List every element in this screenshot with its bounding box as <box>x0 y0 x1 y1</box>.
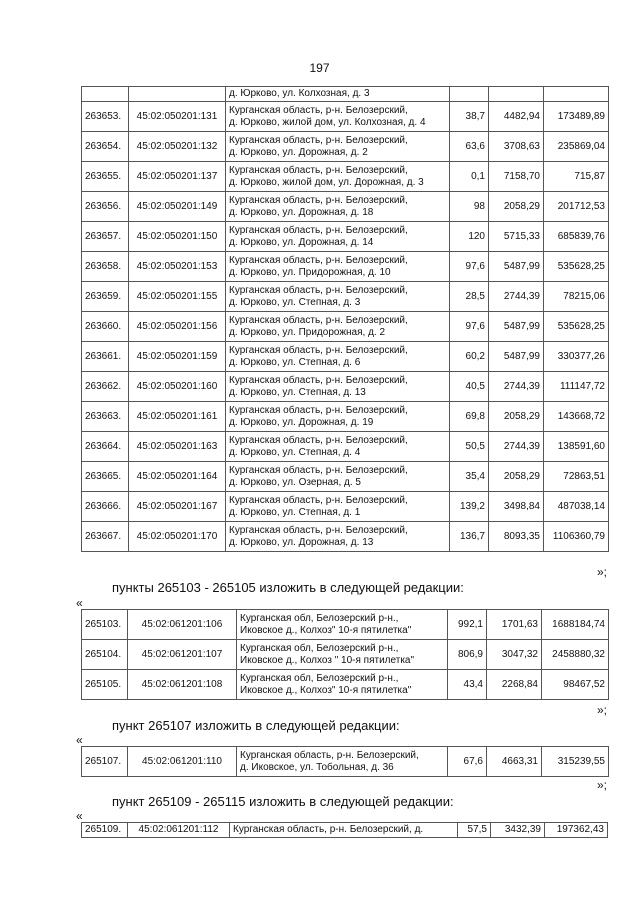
address-line-2: д. Юрково, ул. Придорожная, д. 2 <box>229 326 386 338</box>
address-line-2: д. Юрково, ул. Придорожная, д. 10 <box>229 266 391 278</box>
address-line-2: Иковское д., Колхоз" 10-я пятилетка" <box>240 624 412 636</box>
cell-cadastral: 45:02:061201:112 <box>128 823 230 838</box>
cell-address <box>226 162 450 192</box>
cell-cadastral: 45:02:050201:167 <box>129 492 226 522</box>
cell-cadastral: 45:02:050201:161 <box>129 402 226 432</box>
table-row <box>82 87 609 102</box>
address-line-2: д. Юрково, ул. Дорожная, д. 14 <box>229 236 374 248</box>
cell-address <box>226 132 450 162</box>
cell-cadastral: 45:02:050201:131 <box>129 102 226 132</box>
cell-address <box>226 192 450 222</box>
opening-quote: « <box>76 596 83 610</box>
cell-area: 139,2 <box>450 492 489 522</box>
cell-price: 7158,70 <box>489 162 544 192</box>
address-line-2: д. Юрково, ул. Дорожная, д. 13 <box>229 536 374 548</box>
cell-num: 263666. <box>82 492 129 522</box>
cell-price: 5487,99 <box>489 342 544 372</box>
cell-price: 2744,39 <box>489 282 544 312</box>
cell-address <box>226 462 450 492</box>
address-line-1: Курганская область, р-н. Белозерский, <box>229 254 408 266</box>
cell-area: 40,5 <box>450 372 489 402</box>
cell-total: 143668,72 <box>544 402 609 432</box>
table-row <box>82 312 609 342</box>
cell-total: 197362,43 <box>545 823 608 838</box>
cell-price: 4663,31 <box>487 747 542 777</box>
cell-address: Курганская область, р-н. Белозерский, д. <box>230 823 458 838</box>
address-line-2: Иковское д., Колхоз " 10-я пятилетка" <box>240 654 415 666</box>
address-line-2: д. Юрково, ул. Степная, д. 4 <box>229 446 361 458</box>
cell-num: 263653. <box>82 102 129 132</box>
cell-num: 263657. <box>82 222 129 252</box>
address-line-2: д. Иковское, ул. Тобольная, д. 36 <box>240 761 394 773</box>
property-table-b <box>81 609 609 700</box>
cell-total: 98467,52 <box>542 670 609 700</box>
cell-address <box>226 342 450 372</box>
cell-total: 235869,04 <box>544 132 609 162</box>
opening-quote: « <box>76 733 83 747</box>
cell-num: 265107. <box>82 747 128 777</box>
cell-area: 28,5 <box>450 282 489 312</box>
address-line-1: Курганская область, р-н. Белозерский, <box>229 464 408 476</box>
cell-price: 8093,35 <box>489 522 544 552</box>
cell-area: 57,5 <box>458 823 491 838</box>
table-row <box>82 252 609 282</box>
cell-num: 265105. <box>82 670 128 700</box>
cell-cadastral: 45:02:050201:155 <box>129 282 226 312</box>
table-row <box>82 432 609 462</box>
address-line-2: д. Юрково, ул. Озерная, д. 5 <box>229 476 361 488</box>
table-row <box>82 823 608 838</box>
cell-num: 265103. <box>82 610 128 640</box>
cell-num: 263667. <box>82 522 129 552</box>
cell-area: 43,4 <box>448 670 487 700</box>
cell-cadastral: 45:02:050201:164 <box>129 462 226 492</box>
cell-total: 1688184,74 <box>542 610 609 640</box>
address-line-1: Курганская область, р-н. Белозерский, <box>229 314 408 326</box>
address-line-2: д. Юрково, ул. Дорожная, д. 2 <box>229 146 368 158</box>
address-line-1: Курганская область, р-н. Белозерский, <box>229 224 408 236</box>
cell-total: 72863,51 <box>544 462 609 492</box>
cell-cadastral: 45:02:050201:163 <box>129 432 226 462</box>
address-line-1: Курганская область, р-н. Белозерский, <box>229 524 408 536</box>
address-line-2: д. Юрково, ул. Дорожная, д. 18 <box>229 206 374 218</box>
cell-area: 120 <box>450 222 489 252</box>
cell-num: 263661. <box>82 342 129 372</box>
table-row <box>82 462 609 492</box>
address-line-1: Курганская область, р-н. Белозерский, <box>229 494 408 506</box>
address-line-2: д. Юрково, ул. Степная, д. 3 <box>229 296 361 308</box>
table-row <box>82 162 609 192</box>
cell-num: 263654. <box>82 132 129 162</box>
cell-total: 78215,06 <box>544 282 609 312</box>
table-row <box>82 222 609 252</box>
table-row <box>82 522 609 552</box>
table-row <box>82 640 609 670</box>
cell-cadastral: 45:02:061201:110 <box>128 747 237 777</box>
cell-area: 38,7 <box>450 102 489 132</box>
cell-cadastral: 45:02:050201:150 <box>129 222 226 252</box>
cell-total: 111147,72 <box>544 372 609 402</box>
cell-num: 265104. <box>82 640 128 670</box>
cell-area: 992,1 <box>448 610 487 640</box>
cell-area: 69,8 <box>450 402 489 432</box>
cell-total: 201712,53 <box>544 192 609 222</box>
cell-price: 3047,32 <box>487 640 542 670</box>
cell-price: 5715,33 <box>489 222 544 252</box>
cell-total: 715,87 <box>544 162 609 192</box>
cell-price: 1701,63 <box>487 610 542 640</box>
address-line-2: д. Юрково, жилой дом, ул. Колхозная, д. 4 <box>229 116 426 128</box>
address-line-1: Курганская область, р-н. Белозерский, <box>229 134 408 146</box>
cell-num: 263656. <box>82 192 129 222</box>
cell-price: 2744,39 <box>489 432 544 462</box>
table-row <box>82 342 609 372</box>
cell-price: 3498,84 <box>489 492 544 522</box>
cell-num: 263662. <box>82 372 129 402</box>
cell-address <box>226 252 450 282</box>
cell-address <box>226 432 450 462</box>
table-row <box>82 610 609 640</box>
cell-area: 806,9 <box>448 640 487 670</box>
cell-cadastral: 45:02:050201:153 <box>129 252 226 282</box>
address-line-2: Иковское д., Колхоз" 10-я пятилетка" <box>240 684 412 696</box>
paragraph-instruction: пункты 265103 - 265105 изложить в следующей редакции: <box>112 580 464 595</box>
cell-total: 315239,55 <box>542 747 609 777</box>
cell-num: 265109. <box>82 823 128 838</box>
cell-cadastral: 45:02:050201:156 <box>129 312 226 342</box>
cell-address <box>237 747 448 777</box>
table-row <box>82 372 609 402</box>
cell-cadastral: 45:02:061201:107 <box>128 640 237 670</box>
cell-price: 2058,29 <box>489 402 544 432</box>
paragraph-instruction: пункт 265109 - 265115 изложить в следующей редакции: <box>112 794 454 809</box>
cell-price: 4482,94 <box>489 102 544 132</box>
opening-quote: « <box>76 809 83 823</box>
address-line-1: Курганская область, р-н. Белозерский, <box>229 164 408 176</box>
table-row <box>82 747 609 777</box>
address-line-2: д. Юрково, ул. Степная, д. 6 <box>229 356 361 368</box>
address-line-1: Курганская область, р-н. Белозерский, <box>229 434 408 446</box>
address-line-1: Курганская область, р-н. Белозерский, <box>229 404 408 416</box>
page-number: 197 <box>309 61 330 75</box>
address-line-1: Курганская область, р-н. Белозерский, <box>229 344 408 356</box>
table-row <box>82 492 609 522</box>
address-line-1: Курганская область, р-н. Белозерский, <box>229 374 408 386</box>
address-line-2: д. Юрково, ул. Степная, д. 13 <box>229 386 366 398</box>
cell-num: 263664. <box>82 432 129 462</box>
address-line-1: Курганская область, р-н. Белозерский, <box>240 749 419 761</box>
property-table-main <box>81 86 609 552</box>
table-row <box>82 402 609 432</box>
cell-num: 263659. <box>82 282 129 312</box>
property-table-c <box>81 746 609 777</box>
cell-price: 3432,39 <box>491 823 545 838</box>
address-line-1: Курганская обл, Белозерский р-н., <box>240 672 399 684</box>
cell-cadastral: 45:02:061201:106 <box>128 610 237 640</box>
cell-total <box>544 87 609 102</box>
cell-area: 136,7 <box>450 522 489 552</box>
cell-total: 535628,25 <box>544 252 609 282</box>
cell-price <box>489 87 544 102</box>
cell-price: 2058,29 <box>489 462 544 492</box>
cell-address <box>237 610 448 640</box>
cell-total: 487038,14 <box>544 492 609 522</box>
address-line-1: Курганская обл, Белозерский р-н., <box>240 612 399 624</box>
cell-area: 67,6 <box>448 747 487 777</box>
cell-cadastral <box>129 87 226 102</box>
address-line-1: Курганская область, р-н. Белозерский, <box>229 194 408 206</box>
cell-cadastral: 45:02:050201:132 <box>129 132 226 162</box>
cell-price: 2744,39 <box>489 372 544 402</box>
address-line-2: д. Юрково, жилой дом, ул. Дорожная, д. 3 <box>229 176 424 188</box>
address-line-2: д. Юрково, ул. Степная, д. 1 <box>229 506 361 518</box>
cell-address <box>226 522 450 552</box>
cell-total: 1106360,79 <box>544 522 609 552</box>
cell-num: 263663. <box>82 402 129 432</box>
cell-price: 2058,29 <box>489 192 544 222</box>
cell-price: 2268,84 <box>487 670 542 700</box>
address-line-1: Курганская область, р-н. Белозерский, <box>229 104 408 116</box>
cell-total: 535628,25 <box>544 312 609 342</box>
cell-total: 173489,89 <box>544 102 609 132</box>
cell-area: 35,4 <box>450 462 489 492</box>
cell-area: 98 <box>450 192 489 222</box>
cell-num: 263660. <box>82 312 129 342</box>
cell-cadastral: 45:02:050201:137 <box>129 162 226 192</box>
cell-num: 263665. <box>82 462 129 492</box>
table-row <box>82 192 609 222</box>
closing-quote: »; <box>596 703 607 717</box>
cell-total: 2458880,32 <box>542 640 609 670</box>
cell-address <box>226 102 450 132</box>
cell-address <box>226 222 450 252</box>
cell-price: 3708,63 <box>489 132 544 162</box>
cell-area: 60,2 <box>450 342 489 372</box>
cell-area: 97,6 <box>450 252 489 282</box>
cell-cadastral: 45:02:050201:170 <box>129 522 226 552</box>
cell-area: 63,6 <box>450 132 489 162</box>
table-row <box>82 282 609 312</box>
table-row <box>82 132 609 162</box>
address-line-1: Курганская обл, Белозерский р-н., <box>240 642 399 654</box>
cell-address <box>226 492 450 522</box>
cell-total: 138591,60 <box>544 432 609 462</box>
property-table-d <box>81 822 608 838</box>
paragraph-instruction: пункт 265107 изложить в следующей редакции: <box>112 718 400 733</box>
table-row <box>82 102 609 132</box>
cell-area <box>450 87 489 102</box>
cell-cadastral: 45:02:050201:159 <box>129 342 226 372</box>
cell-address <box>226 372 450 402</box>
address-line-1: Курганская область, р-н. Белозерский, <box>229 284 408 296</box>
table-row <box>82 670 609 700</box>
cell-num: 263655. <box>82 162 129 192</box>
address-line-2: д. Юрково, ул. Дорожная, д. 19 <box>229 416 374 428</box>
cell-address <box>226 312 450 342</box>
cell-address <box>237 640 448 670</box>
cell-total: 685839,76 <box>544 222 609 252</box>
cell-address: д. Юрково, ул. Колхозная, д. 3 <box>226 87 450 102</box>
cell-price: 5487,99 <box>489 312 544 342</box>
cell-cadastral: 45:02:050201:160 <box>129 372 226 402</box>
cell-address <box>226 402 450 432</box>
cell-address <box>226 282 450 312</box>
closing-quote: »; <box>596 565 607 579</box>
cell-num <box>82 87 129 102</box>
cell-cadastral: 45:02:050201:149 <box>129 192 226 222</box>
closing-quote: »; <box>596 778 607 792</box>
cell-area: 97,6 <box>450 312 489 342</box>
cell-cadastral: 45:02:061201:108 <box>128 670 237 700</box>
cell-address <box>237 670 448 700</box>
cell-area: 0,1 <box>450 162 489 192</box>
cell-price: 5487,99 <box>489 252 544 282</box>
cell-total: 330377,26 <box>544 342 609 372</box>
cell-area: 50,5 <box>450 432 489 462</box>
cell-num: 263658. <box>82 252 129 282</box>
